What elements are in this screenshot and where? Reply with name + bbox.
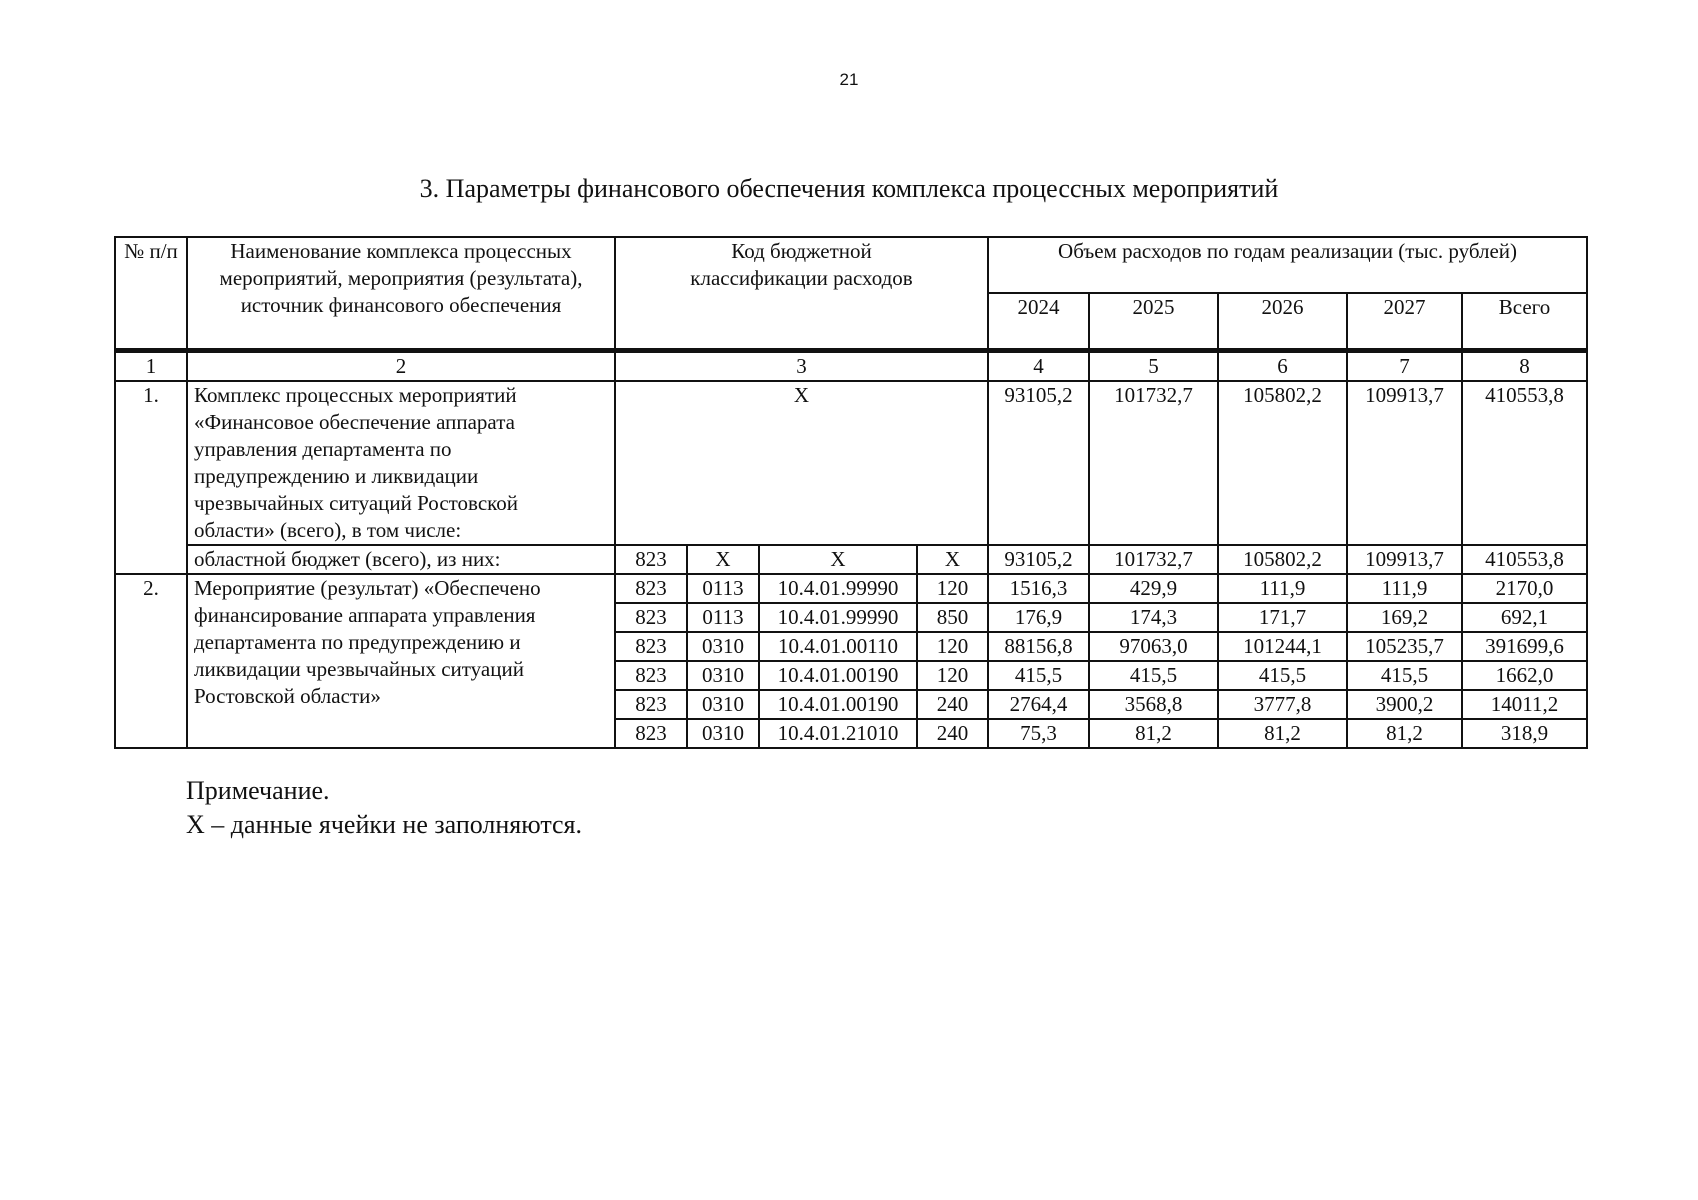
value-cell: 101732,7	[1089, 381, 1218, 545]
code-cell: 850	[917, 603, 988, 632]
code-cell: 0310	[687, 661, 759, 690]
header-num: № п/п	[115, 237, 187, 351]
code-cell: X	[687, 545, 759, 574]
complex-code: X	[615, 381, 988, 545]
code-cell: 823	[615, 574, 687, 603]
total-cell: 410553,8	[1462, 545, 1587, 574]
column-number: 6	[1218, 351, 1347, 382]
code-cell: 823	[615, 603, 687, 632]
value-cell: 111,9	[1218, 574, 1347, 603]
code-cell: 823	[615, 690, 687, 719]
budget-name: областной бюджет (всего), из них:	[187, 545, 615, 574]
value-cell: 93105,2	[988, 381, 1089, 545]
value-cell: 174,3	[1089, 603, 1218, 632]
measure-name: Мероприятие (результат) «Обеспечено финансирование аппарата управления департамента по предупреждению и ликвидации чрезвычайных ситуаций Ростовской области»	[187, 574, 615, 748]
table-row-measure	[115, 574, 1587, 603]
column-number: 1	[115, 351, 187, 382]
value-cell: 171,7	[1218, 603, 1347, 632]
header-name: Наименование комплекса процессных мероприятий, мероприятия (результата), источник финансового обеспечения	[187, 237, 615, 351]
code-cell: 10.4.01.99990	[759, 603, 917, 632]
code-cell: 120	[917, 574, 988, 603]
row-number: 2.	[115, 574, 187, 748]
total-cell: 410553,8	[1462, 381, 1587, 545]
value-cell: 3568,8	[1089, 690, 1218, 719]
total-cell: 318,9	[1462, 719, 1587, 748]
header-year: 2026	[1218, 293, 1347, 351]
code-cell: 240	[917, 719, 988, 748]
code-cell: 10.4.01.00190	[759, 661, 917, 690]
row-number: 1.	[115, 381, 187, 574]
column-number: 7	[1347, 351, 1462, 382]
value-cell: 1516,3	[988, 574, 1089, 603]
column-number: 3	[615, 351, 988, 382]
column-number: 4	[988, 351, 1089, 382]
value-cell: 105235,7	[1347, 632, 1462, 661]
code-cell: 823	[615, 545, 687, 574]
total-cell: 2170,0	[1462, 574, 1587, 603]
value-cell: 415,5	[1218, 661, 1347, 690]
code-cell: 0113	[687, 603, 759, 632]
value-cell: 109913,7	[1347, 545, 1462, 574]
code-cell: 10.4.01.00190	[759, 690, 917, 719]
total-cell: 692,1	[1462, 603, 1587, 632]
code-cell: 120	[917, 632, 988, 661]
value-cell: 169,2	[1347, 603, 1462, 632]
header-year: 2024	[988, 293, 1089, 351]
value-cell: 97063,0	[1089, 632, 1218, 661]
code-cell: 10.4.01.00110	[759, 632, 917, 661]
code-cell: 10.4.01.21010	[759, 719, 917, 748]
total-cell: 14011,2	[1462, 690, 1587, 719]
value-cell: 81,2	[1089, 719, 1218, 748]
value-cell: 75,3	[988, 719, 1089, 748]
table-row-complex	[115, 381, 1587, 545]
value-cell: 176,9	[988, 603, 1089, 632]
note-text: X – данные ячейки не заполняются.	[186, 810, 583, 839]
total-cell: 391699,6	[1462, 632, 1587, 661]
value-cell: 105802,2	[1218, 545, 1347, 574]
header-budget-code: Код бюджетной классификации расходов	[615, 237, 988, 351]
header-year: 2027	[1347, 293, 1462, 351]
code-cell: 0310	[687, 719, 759, 748]
value-cell: 105802,2	[1218, 381, 1347, 545]
header-total: Всего	[1462, 293, 1587, 351]
header-row	[115, 237, 1587, 293]
code-cell: 823	[615, 632, 687, 661]
value-cell: 111,9	[1347, 574, 1462, 603]
complex-name: Комплекс процессных мероприятий «Финансовое обеспечение аппарата управления департамента по предупреждению и ликвидации чрезвычайных ситуаций Ростовской области» (всего), в том числе:	[187, 381, 615, 545]
value-cell: 88156,8	[988, 632, 1089, 661]
code-cell: 0113	[687, 574, 759, 603]
value-cell: 415,5	[1347, 661, 1462, 690]
financing-table	[114, 236, 1588, 749]
column-number: 2	[187, 351, 615, 382]
value-cell: 101732,7	[1089, 545, 1218, 574]
header-year: 2025	[1089, 293, 1218, 351]
value-cell: 81,2	[1218, 719, 1347, 748]
code-cell: 823	[615, 661, 687, 690]
note	[186, 774, 582, 842]
value-cell: 101244,1	[1218, 632, 1347, 661]
column-number: 5	[1089, 351, 1218, 382]
value-cell: 429,9	[1089, 574, 1218, 603]
code-cell: 10.4.01.99990	[759, 574, 917, 603]
document-title: 3. Параметры финансового обеспечения комплекса процессных мероприятий	[419, 174, 1279, 203]
column-numbers-row	[115, 351, 1587, 382]
table-row-regional-budget	[115, 545, 1587, 574]
page-number: 21	[839, 70, 859, 89]
code-cell: 823	[615, 719, 687, 748]
code-cell: 0310	[687, 690, 759, 719]
code-cell: X	[759, 545, 917, 574]
code-cell: 120	[917, 661, 988, 690]
value-cell: 93105,2	[988, 545, 1089, 574]
value-cell: 2764,4	[988, 690, 1089, 719]
note-title: Примечание.	[186, 776, 330, 805]
code-cell: X	[917, 545, 988, 574]
value-cell: 109913,7	[1347, 381, 1462, 545]
total-cell: 1662,0	[1462, 661, 1587, 690]
column-number: 8	[1462, 351, 1587, 382]
value-cell: 3777,8	[1218, 690, 1347, 719]
value-cell: 415,5	[1089, 661, 1218, 690]
code-cell: 0310	[687, 632, 759, 661]
value-cell: 81,2	[1347, 719, 1462, 748]
code-cell: 240	[917, 690, 988, 719]
value-cell: 415,5	[988, 661, 1089, 690]
header-expense-volume: Объем расходов по годам реализации (тыс. рублей)	[988, 237, 1587, 293]
value-cell: 3900,2	[1347, 690, 1462, 719]
